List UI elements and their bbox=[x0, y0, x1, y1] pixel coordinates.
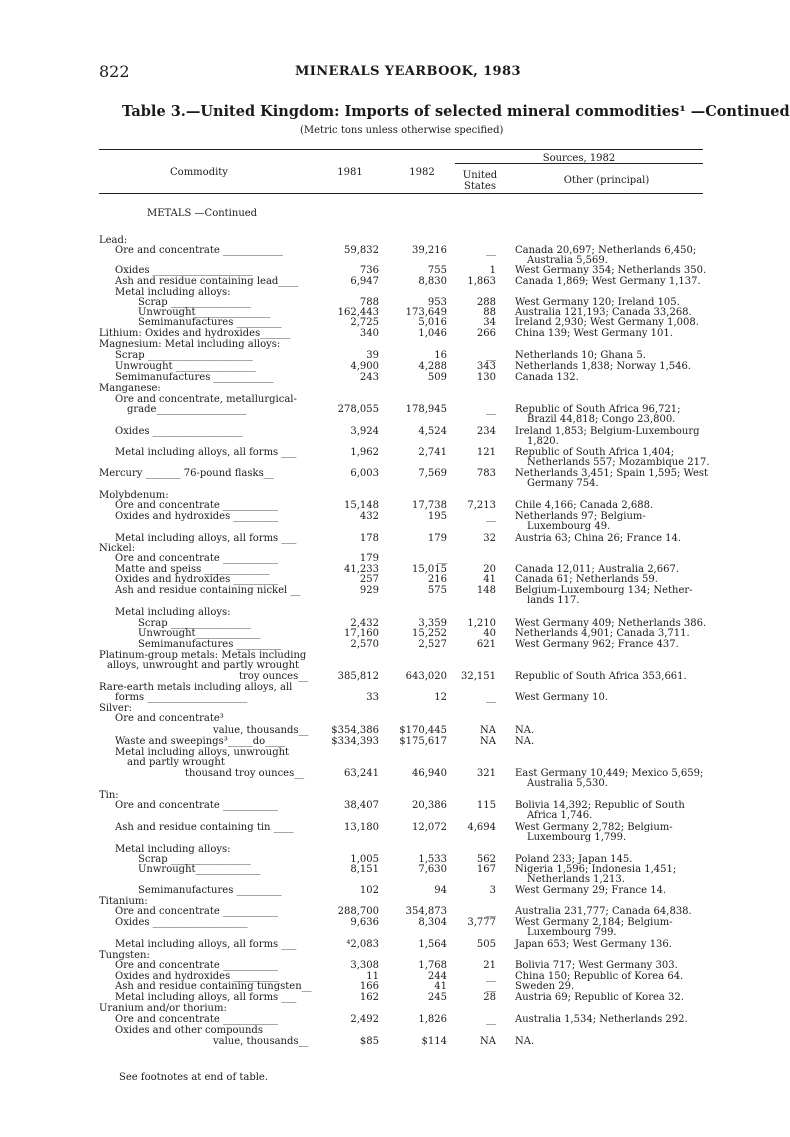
value-1981-cell: 63,241 bbox=[344, 768, 379, 779]
other-sources-cell: NA. bbox=[515, 1036, 535, 1047]
other-sources-cell: Canada 12,011; Australia 2,667. bbox=[515, 564, 679, 575]
value-1981-cell: 1,962 bbox=[350, 447, 379, 458]
other-sources-cell: NA. bbox=[515, 736, 535, 747]
value-1981-cell: 15,148 bbox=[344, 500, 379, 511]
commodity-cell: Ore and concentrate ___________ bbox=[115, 553, 278, 564]
commodity-cell: Metal including alloys: bbox=[115, 287, 231, 298]
value-1981-cell: 13,180 bbox=[344, 822, 379, 833]
value-1981-cell: 8,151 bbox=[350, 864, 379, 875]
other-sources-cell: Germany 754. bbox=[527, 478, 599, 489]
value-1982-cell: 173,649 bbox=[405, 307, 447, 318]
commodity-cell: Oxides ____________________ bbox=[115, 265, 253, 276]
page-number: 822 bbox=[99, 62, 130, 81]
other-sources-cell: 1,820. bbox=[527, 436, 559, 447]
value-1982-cell: 216 bbox=[427, 574, 447, 585]
other-sources-cell: Netherlands 1,213. bbox=[527, 874, 625, 885]
value-1982-cell: 8,304 bbox=[418, 917, 447, 928]
united-states-cell: 4,694 bbox=[467, 822, 496, 833]
commodity-cell: Ash and residue containing tungsten__ bbox=[115, 981, 312, 992]
value-1981-cell: 2,725 bbox=[350, 317, 379, 328]
united-states-cell: __ bbox=[486, 350, 496, 361]
commodity-cell: Mercury _______ 76-pound flasks__ bbox=[99, 468, 274, 479]
united-states-cell: 7,213 bbox=[467, 500, 496, 511]
value-1982-cell: __ bbox=[437, 553, 447, 564]
commodity-cell: value, thousands__ bbox=[213, 1036, 309, 1047]
united-states-cell: 20 bbox=[483, 564, 496, 575]
value-1982-cell: 12 bbox=[434, 692, 447, 703]
united-states-cell: 1 bbox=[489, 265, 496, 276]
other-sources-cell: Sweden 29. bbox=[515, 981, 575, 992]
commodity-cell: Scrap ________________ bbox=[138, 297, 251, 308]
value-1982-cell: 643,020 bbox=[405, 671, 447, 682]
other-sources-cell: West Germany 10. bbox=[515, 692, 609, 703]
commodity-cell: Tin: bbox=[99, 790, 119, 801]
commodity-cell: grade__________________ bbox=[127, 404, 247, 415]
commodity-cell: Semimanufactures _________ bbox=[138, 885, 282, 896]
value-1981-cell: 788 bbox=[359, 297, 379, 308]
united-states-cell: 28 bbox=[483, 992, 496, 1003]
value-1981-cell: 6,947 bbox=[350, 276, 379, 287]
united-states-cell: 321 bbox=[476, 768, 496, 779]
value-1981-cell: 178 bbox=[359, 533, 379, 544]
commodity-cell: Semimanufactures ____________ bbox=[115, 372, 274, 383]
commodity-cell: Ore and concentrate ___________ bbox=[115, 1014, 278, 1025]
other-sources-cell: West Germany 120; Ireland 105. bbox=[515, 297, 680, 308]
commodity-cell: Oxides and other compounds bbox=[115, 1025, 263, 1036]
united-states-cell: 288 bbox=[476, 297, 496, 308]
value-1982-cell: 4,288 bbox=[418, 361, 447, 372]
other-sources-cell: Canada 61; Netherlands 59. bbox=[515, 574, 658, 585]
value-1982-cell: 15,015 bbox=[412, 564, 447, 575]
commodity-cell: Ash and residue containing lead____ bbox=[115, 276, 299, 287]
header-1981: 1981 bbox=[337, 167, 363, 178]
other-sources-cell: Luxembourg 49. bbox=[527, 521, 611, 532]
value-1982-cell: 195 bbox=[427, 511, 447, 522]
united-states-cell: __ bbox=[486, 906, 496, 917]
other-sources-cell: Luxembourg 1,799. bbox=[527, 832, 627, 843]
commodity-cell: Ore and concentrate³ bbox=[115, 713, 224, 724]
value-1981-cell: 6,003 bbox=[350, 468, 379, 479]
commodity-cell: value, thousands__ bbox=[213, 725, 309, 736]
united-states-cell: 3,777 bbox=[467, 917, 496, 928]
value-1981-cell: $354,386 bbox=[331, 725, 379, 736]
united-states-cell: 3 bbox=[489, 885, 496, 896]
value-1981-cell: 162,443 bbox=[337, 307, 379, 318]
commodity-cell: forms ____________________ bbox=[115, 692, 248, 703]
commodity-cell: Scrap ________________ bbox=[138, 854, 251, 865]
commodity-cell: Metal including alloys, all forms ___ bbox=[115, 447, 297, 458]
value-1981-cell: 432 bbox=[359, 511, 379, 522]
value-1982-cell: 245 bbox=[427, 992, 447, 1003]
value-1982-cell: 4,524 bbox=[418, 426, 447, 437]
value-1982-cell: 1,533 bbox=[418, 854, 447, 865]
running-title: MINERALS YEARBOOK, 1983 bbox=[295, 64, 521, 79]
value-1982-cell: 7,630 bbox=[418, 864, 447, 875]
value-1981-cell: 39 bbox=[366, 350, 379, 361]
commodity-cell: Waste and sweepings³_____do____ bbox=[115, 736, 286, 747]
other-sources-cell: Bolivia 14,392; Republic of South bbox=[515, 800, 685, 811]
united-states-cell: 34 bbox=[483, 317, 496, 328]
united-states-cell: 1,210 bbox=[467, 618, 496, 629]
other-sources-cell: Austria 69; Republic of Korea 32. bbox=[515, 992, 684, 1003]
other-sources-cell: Australia 5,530. bbox=[527, 778, 608, 789]
table-subtitle: (Metric tons unless otherwise specified) bbox=[300, 125, 504, 136]
value-1982-cell: 179 bbox=[427, 533, 447, 544]
united-states-cell: 32 bbox=[483, 533, 496, 544]
other-sources-cell: East Germany 10,449; Mexico 5,659; bbox=[515, 768, 704, 779]
commodity-cell: Unwrought_____________ bbox=[138, 864, 261, 875]
other-sources-cell: Brazil 44,818; Congo 23,800. bbox=[527, 414, 676, 425]
other-sources-cell: Bolivia 717; West Germany 303. bbox=[515, 960, 678, 971]
value-1982-cell: 354,873 bbox=[405, 906, 447, 917]
other-sources-cell: Canada 1,869; West Germany 1,137. bbox=[515, 276, 701, 287]
commodity-cell: Uranium and/or thorium: bbox=[99, 1003, 227, 1014]
other-sources-cell: lands 117. bbox=[527, 595, 580, 606]
other-sources-cell: Netherlands 10; Ghana 5. bbox=[515, 350, 646, 361]
other-sources-cell: Nigeria 1,596; Indonesia 1,451; bbox=[515, 864, 677, 875]
other-sources-cell: Netherlands 557; Mozambique 217. bbox=[527, 457, 710, 468]
united-states-cell: 562 bbox=[476, 854, 496, 865]
commodity-cell: Ore and concentrate ___________ bbox=[115, 906, 278, 917]
other-sources-cell: China 139; West Germany 101. bbox=[515, 328, 673, 339]
united-states-cell: 1,863 bbox=[467, 276, 496, 287]
united-states-cell: __ bbox=[486, 981, 496, 992]
value-1982-cell: 94 bbox=[434, 885, 447, 896]
other-sources-cell: Chile 4,166; Canada 2,688. bbox=[515, 500, 654, 511]
value-1981-cell: 33 bbox=[366, 692, 379, 703]
commodity-cell: Lead: bbox=[99, 235, 128, 246]
value-1982-cell: 1,826 bbox=[418, 1014, 447, 1025]
united-states-cell: 40 bbox=[483, 628, 496, 639]
united-states-cell: 130 bbox=[476, 372, 496, 383]
commodity-cell: Scrap ________________ bbox=[138, 618, 251, 629]
united-states-cell: 621 bbox=[476, 639, 496, 650]
value-1982-cell: 1,046 bbox=[418, 328, 447, 339]
value-1982-cell: 12,072 bbox=[412, 822, 447, 833]
commodity-cell: Semimanufactures _________ bbox=[138, 317, 282, 328]
value-1981-cell: 3,924 bbox=[350, 426, 379, 437]
value-1981-cell: $334,393 bbox=[331, 736, 379, 747]
commodity-cell: Oxides __________________ bbox=[115, 426, 243, 437]
commodity-cell: Metal including alloys, all forms ___ bbox=[115, 533, 297, 544]
commodity-cell: Ore and concentrate ___________ bbox=[115, 500, 278, 511]
value-1981-cell: 102 bbox=[359, 885, 379, 896]
commodity-cell: Titanium: bbox=[99, 896, 148, 907]
other-sources-cell: West Germany 2,782; Belgium- bbox=[515, 822, 673, 833]
united-states-cell: 115 bbox=[476, 800, 496, 811]
value-1981-cell: 243 bbox=[359, 372, 379, 383]
commodity-cell: Manganese: bbox=[99, 383, 161, 394]
value-1982-cell: 3,359 bbox=[418, 618, 447, 629]
commodity-cell: Oxides and hydroxides _________ bbox=[115, 574, 279, 585]
commodity-cell: METALS —Continued bbox=[147, 208, 258, 219]
commodity-cell: Oxides and hydroxides _________ bbox=[115, 511, 279, 522]
value-1981-cell: 257 bbox=[359, 574, 379, 585]
value-1981-cell: 278,055 bbox=[337, 404, 379, 415]
united-states-cell: 343 bbox=[476, 361, 496, 372]
other-sources-cell: West Germany 29; France 14. bbox=[515, 885, 667, 896]
other-sources-cell: Austria 63; China 26; France 14. bbox=[515, 533, 682, 544]
other-sources-cell: Africa 1,746. bbox=[527, 810, 593, 821]
other-sources-cell: Republic of South Africa 353,661. bbox=[515, 671, 687, 682]
united-states-cell: NA bbox=[480, 1036, 496, 1047]
value-1982-cell: 41 bbox=[434, 981, 447, 992]
united-states-cell: __ bbox=[486, 971, 496, 982]
commodity-cell: Ore and concentrate, metallurgical- bbox=[115, 394, 297, 405]
other-sources-cell: Japan 653; West Germany 136. bbox=[515, 939, 672, 950]
other-sources-cell: West Germany 409; Netherlands 386. bbox=[515, 618, 707, 629]
other-sources-cell: Australia 121,193; Canada 33,268. bbox=[515, 307, 692, 318]
value-1981-cell: 1,005 bbox=[350, 854, 379, 865]
united-states-cell: 32,151 bbox=[461, 671, 496, 682]
value-1982-cell: 16 bbox=[434, 350, 447, 361]
other-sources-cell: West Germany 962; France 437. bbox=[515, 639, 679, 650]
other-sources-cell: Belgium-Luxembourg 134; Nether- bbox=[515, 585, 693, 596]
value-1981-cell: 166 bbox=[359, 981, 379, 992]
united-states-cell: 88 bbox=[483, 307, 496, 318]
other-sources-cell: Australia 231,777; Canada 64,838. bbox=[515, 906, 692, 917]
value-1981-cell: 288,700 bbox=[337, 906, 379, 917]
commodity-cell: Rare-earth metals including alloys, all bbox=[99, 682, 293, 693]
value-1981-cell: 3,308 bbox=[350, 960, 379, 971]
value-1981-cell: 11 bbox=[366, 971, 379, 982]
value-1982-cell: 7,569 bbox=[418, 468, 447, 479]
value-1981-cell: 4,900 bbox=[350, 361, 379, 372]
other-sources-cell: Netherlands 1,838; Norway 1,546. bbox=[515, 361, 692, 372]
other-sources-cell: West Germany 2,184; Belgium- bbox=[515, 917, 673, 928]
value-1981-cell: 41,233 bbox=[344, 564, 379, 575]
value-1982-cell: 1,768 bbox=[418, 960, 447, 971]
commodity-cell: Metal including alloys: bbox=[115, 607, 231, 618]
value-1981-cell: 736 bbox=[359, 265, 379, 276]
value-1981-cell: 2,432 bbox=[350, 618, 379, 629]
united-states-cell: NA bbox=[480, 725, 496, 736]
value-1982-cell: 15,252 bbox=[412, 628, 447, 639]
table-title: Table 3.—United Kingdom: Imports of selected mineral commodities¹ —Continued bbox=[122, 103, 790, 120]
value-1982-cell: $175,617 bbox=[399, 736, 447, 747]
commodity-cell: thousand troy ounces__ bbox=[185, 768, 305, 779]
united-states-cell: __ bbox=[486, 404, 496, 415]
united-states-cell: 121 bbox=[476, 447, 496, 458]
value-1982-cell: 2,741 bbox=[418, 447, 447, 458]
commodity-cell: Metal including alloys: bbox=[115, 844, 231, 855]
other-sources-cell: Republic of South Africa 1,404; bbox=[515, 447, 675, 458]
commodity-cell: Molybdenum: bbox=[99, 490, 169, 501]
commodity-cell: Metal including alloys, unwrought bbox=[115, 747, 290, 758]
value-1982-cell: 755 bbox=[427, 265, 447, 276]
header-commodity: Commodity bbox=[170, 167, 228, 178]
other-sources-cell: Ireland 1,853; Belgium-Luxembourg bbox=[515, 426, 700, 437]
value-1982-cell: 17,738 bbox=[412, 500, 447, 511]
header-top-rule bbox=[99, 149, 703, 150]
value-1981-cell: 162 bbox=[359, 992, 379, 1003]
value-1982-cell: 178,945 bbox=[405, 404, 447, 415]
other-sources-cell: NA. bbox=[515, 725, 535, 736]
value-1982-cell: 8,830 bbox=[418, 276, 447, 287]
header-1982: 1982 bbox=[409, 167, 435, 178]
commodity-cell: Nickel: bbox=[99, 543, 136, 554]
value-1981-cell: 17,160 bbox=[344, 628, 379, 639]
commodity-cell: Ash and residue containing tin ____ bbox=[115, 822, 294, 833]
value-1981-cell: $85 bbox=[359, 1036, 379, 1047]
value-1982-cell: 953 bbox=[427, 297, 447, 308]
value-1982-cell: 39,216 bbox=[412, 245, 447, 256]
value-1981-cell: ⁴2,083 bbox=[346, 939, 379, 950]
value-1982-cell: 1,564 bbox=[418, 939, 447, 950]
commodity-cell: Unwrought ________________ bbox=[115, 361, 256, 372]
other-sources-cell: Luxembourg 799. bbox=[527, 927, 617, 938]
other-sources-cell: Republic of South Africa 96,721; bbox=[515, 404, 681, 415]
commodity-cell: Unwrought_____________ bbox=[138, 628, 261, 639]
value-1982-cell: 5,016 bbox=[418, 317, 447, 328]
commodity-cell: Platinum-group metals: Metals including bbox=[99, 650, 307, 661]
header-sources: Sources, 1982 bbox=[542, 153, 616, 164]
other-sources-cell: Australia 5,569. bbox=[527, 255, 608, 266]
value-1981-cell: 2,570 bbox=[350, 639, 379, 650]
united-states-cell: 167 bbox=[476, 864, 496, 875]
commodity-cell: Metal including alloys, all forms ___ bbox=[115, 939, 297, 950]
value-1982-cell: $170,445 bbox=[399, 725, 447, 736]
commodity-cell: Lithium: Oxides and hydroxides______ bbox=[99, 328, 291, 339]
commodity-cell: Silver: bbox=[99, 703, 132, 714]
value-1981-cell: 385,812 bbox=[337, 671, 379, 682]
united-states-cell: __ bbox=[486, 1014, 496, 1025]
commodity-cell: Ore and concentrate ___________ bbox=[115, 800, 278, 811]
value-1982-cell: 46,940 bbox=[412, 768, 447, 779]
united-states-cell: 783 bbox=[476, 468, 496, 479]
united-states-cell: 41 bbox=[483, 574, 496, 585]
commodity-cell: Ore and concentrate ____________ bbox=[115, 245, 283, 256]
value-1981-cell: 2,492 bbox=[350, 1014, 379, 1025]
commodity-cell: Oxides ___________________ bbox=[115, 917, 248, 928]
united-states-cell: 148 bbox=[476, 585, 496, 596]
header-other-principal: Other (principal) bbox=[563, 175, 650, 186]
other-sources-cell: Netherlands 3,451; Spain 1,595; West bbox=[515, 468, 709, 479]
united-states-cell: 21 bbox=[483, 960, 496, 971]
commodity-cell: Semimanufactures _________ bbox=[138, 639, 282, 650]
other-sources-cell: Netherlands 4,901; Canada 3,711. bbox=[515, 628, 690, 639]
value-1982-cell: 2,527 bbox=[418, 639, 447, 650]
commodity-cell: Ash and residue containing nickel __ bbox=[115, 585, 301, 596]
commodity-cell: and partly wrought bbox=[127, 757, 225, 768]
header-united-states: United States bbox=[462, 170, 498, 192]
value-1981-cell: 59,832 bbox=[344, 245, 379, 256]
united-states-cell: __ bbox=[486, 692, 496, 703]
other-sources-cell: Canada 132. bbox=[515, 372, 579, 383]
value-1982-cell: 20,386 bbox=[412, 800, 447, 811]
value-1981-cell: 340 bbox=[359, 328, 379, 339]
other-sources-cell: Poland 233; Japan 145. bbox=[515, 854, 633, 865]
commodity-cell: Oxides and hydroxides _________ bbox=[115, 971, 279, 982]
value-1982-cell: 509 bbox=[427, 372, 447, 383]
value-1981-cell: 9,636 bbox=[350, 917, 379, 928]
value-1982-cell: 244 bbox=[427, 971, 447, 982]
commodity-cell: troy ounces__ bbox=[239, 671, 309, 682]
united-states-cell: __ bbox=[486, 245, 496, 256]
value-1981-cell: 38,407 bbox=[344, 800, 379, 811]
commodity-cell: Magnesium: Metal including alloys: bbox=[99, 339, 281, 350]
commodity-cell: Unwrought_______________ bbox=[138, 307, 271, 318]
united-states-cell: NA bbox=[480, 736, 496, 747]
other-sources-cell: Ireland 2,930; West Germany 1,008. bbox=[515, 317, 699, 328]
other-sources-cell: West Germany 354; Netherlands 350. bbox=[515, 265, 707, 276]
value-1981-cell: 929 bbox=[359, 585, 379, 596]
other-sources-cell: China 150; Republic of Korea 64. bbox=[515, 971, 684, 982]
united-states-cell: 234 bbox=[476, 426, 496, 437]
united-states-cell: 505 bbox=[476, 939, 496, 950]
commodity-cell: Metal including alloys, all forms ___ bbox=[115, 992, 297, 1003]
commodity-cell: Matte and speiss _____________ bbox=[115, 564, 270, 575]
commodity-cell: alloys, unwrought and partly wrought bbox=[107, 660, 300, 671]
commodity-cell: Tungsten: bbox=[99, 950, 150, 961]
footnote: See footnotes at end of table. bbox=[119, 1072, 269, 1083]
commodity-cell: Scrap _____________________ bbox=[115, 350, 253, 361]
value-1981-cell: 179 bbox=[359, 553, 379, 564]
commodity-cell: Ore and concentrate ___________ bbox=[115, 960, 278, 971]
value-1982-cell: $114 bbox=[421, 1036, 447, 1047]
other-sources-cell: Canada 20,697; Netherlands 6,450; bbox=[515, 245, 697, 256]
other-sources-cell: Netherlands 97; Belgium- bbox=[515, 511, 646, 522]
other-sources-cell: Australia 1,534; Netherlands 292. bbox=[515, 1014, 688, 1025]
united-states-cell: 266 bbox=[476, 328, 496, 339]
value-1982-cell: 575 bbox=[427, 585, 447, 596]
header-bottom-rule bbox=[99, 193, 703, 194]
united-states-cell: __ bbox=[486, 511, 496, 522]
